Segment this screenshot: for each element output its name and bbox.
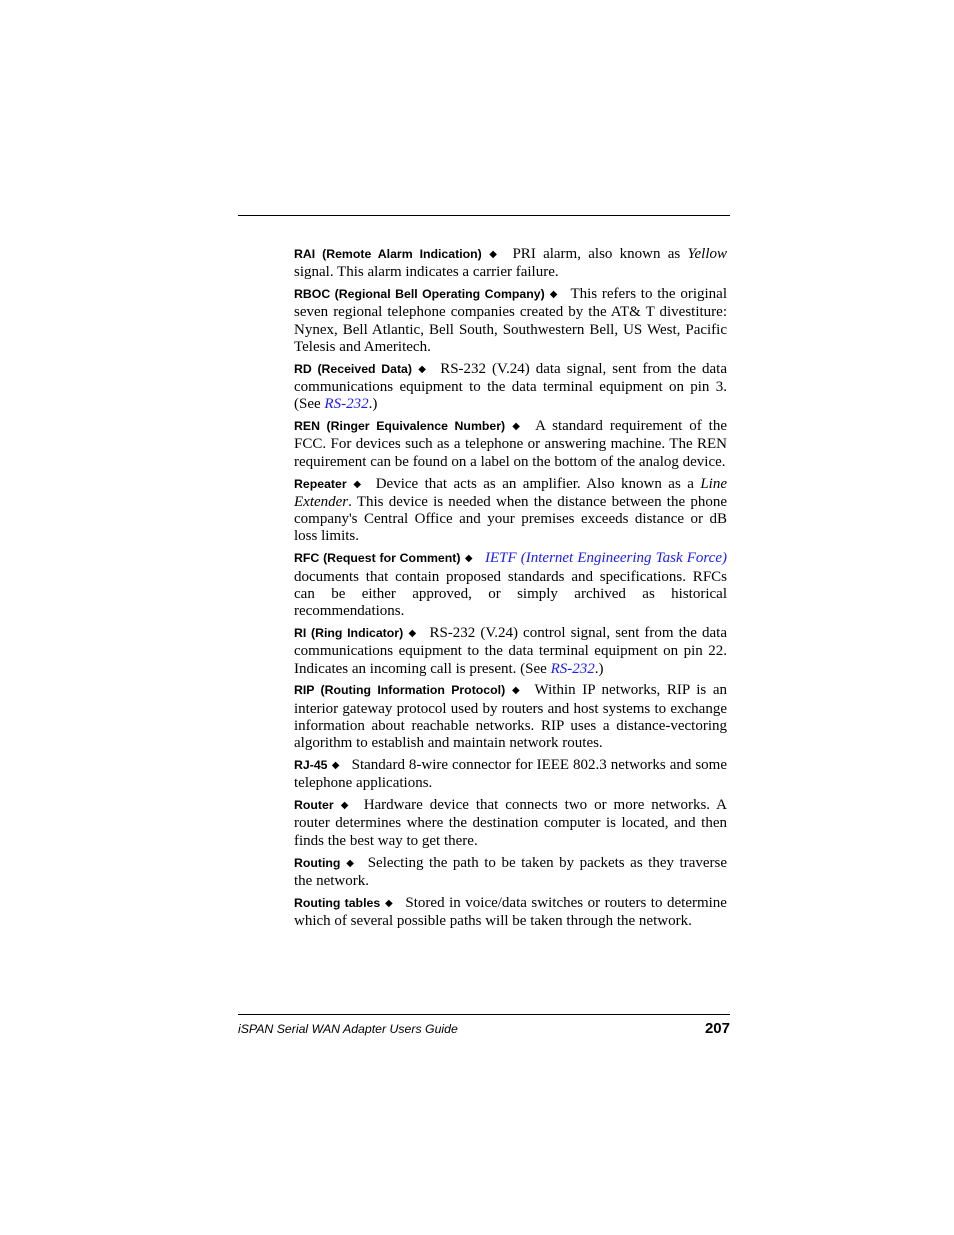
definition: PRI alarm, also known as	[512, 246, 688, 262]
term: Routing	[294, 855, 341, 870]
ietf-link[interactable]: IETF (Internet Engineering Task Force)	[484, 550, 727, 567]
definition: documents that contain proposed standards and specifications. RFCs can be either approved, or simply archived as historical recommendations.	[294, 568, 727, 620]
definition: .)	[368, 396, 378, 413]
definition: RS-232 (V.24) data signal, sent from the data communications equipment to the data terminal equipment on pin 3. (See	[294, 360, 727, 413]
definition: A standard requirement of the FCC. For devices such as a telephone or answering machine. The REN requirement can be found on a label on the bottom of the analog device.	[294, 418, 727, 470]
definition: Within IP networks, RIP is an interior gateway protocol used by routers and host systems to exchange information about reachable networks. RIP uses a distance-vectoring algorithm to establish and maintain network routes.	[294, 682, 728, 752]
footer-rule	[238, 1014, 730, 1015]
definition: .)	[594, 660, 604, 677]
diamond-icon: ◆	[464, 553, 473, 565]
glossary-entry-rai	[294, 246, 727, 282]
glossary-entry-repeater	[294, 476, 727, 546]
term: RFC (Request for Comment)	[294, 551, 461, 566]
diamond-icon: ◆	[350, 478, 364, 490]
emphasis: Line Extender	[294, 475, 727, 510]
glossary-entry-rip	[294, 682, 727, 752]
glossary-entry-ri	[294, 625, 727, 678]
term: RBOC (Regional Bell Operating Company)	[294, 287, 545, 302]
definition: Stored in voice/data switches or routers to determine which of several possible paths will be taken through the network.	[294, 894, 727, 929]
term: RAI (Remote Alarm Indication)	[294, 247, 482, 261]
glossary-entry-rj45	[294, 757, 727, 793]
diamond-icon: ◆	[509, 421, 524, 433]
definition: This refers to the original seven regional telephone companies created by the AT& T divestiture: Nynex, Bell Atlantic, Bell South, Southwestern Bell, US West, Pacific Telesis and Ameritech.	[294, 286, 727, 355]
rs232-link[interactable]: RS-232	[324, 396, 369, 413]
glossary-entry-rboc	[294, 286, 727, 356]
definition: Selecting the path to be taken by packets as they traverse the network.	[294, 854, 727, 889]
diamond-icon: ◆	[331, 760, 340, 772]
diamond-icon: ◆	[344, 857, 356, 869]
term: Router	[294, 798, 334, 813]
header-rule	[238, 215, 730, 216]
diamond-icon: ◆	[337, 800, 352, 812]
term: RD (Received Data)	[294, 361, 412, 376]
definition: RS-232 (V.24) control signal, sent from the data communications equipment to the data terminal equipment on pin 22. Indicates an incoming call is present. (See	[294, 624, 727, 677]
definition: Device that acts as an amplifier. Also known as a	[375, 475, 701, 492]
diamond-icon: ◆	[407, 627, 418, 639]
definition: . This device is needed when the distance between the phone company's Central Office and your premises exceeds distance or dB loss limits.	[294, 493, 727, 545]
glossary-entry-routing	[294, 855, 727, 891]
term: Repeater	[294, 476, 347, 491]
page-number: 207	[704, 1020, 730, 1037]
glossary-entry-rfc	[294, 550, 727, 620]
diamond-icon: ◆	[485, 249, 501, 260]
glossary-entry-rd	[294, 361, 727, 414]
diamond-icon: ◆	[509, 685, 523, 697]
diamond-icon: ◆	[415, 363, 429, 375]
term: RI (Ring Indicator)	[294, 625, 404, 640]
term: REN (Ringer Equivalence Number)	[294, 419, 506, 434]
definition: Hardware device that connects two or more networks. A router determines where the destination computer is located, and then finds the best way to get there.	[294, 797, 727, 849]
glossary-entry-routing-tables	[294, 895, 727, 931]
footer-title: iSPAN Serial WAN Adapter Users Guide	[238, 1022, 458, 1036]
term: RIP (Routing Information Protocol)	[294, 683, 506, 698]
definition: signal. This alarm indicates a carrier failure.	[294, 264, 559, 281]
glossary-content	[294, 246, 727, 935]
term: RJ-45	[294, 758, 328, 773]
term: Routing tables	[294, 895, 381, 910]
diamond-icon: ◆	[384, 897, 394, 909]
diamond-icon: ◆	[548, 289, 559, 301]
emphasis: Yellow	[687, 246, 727, 262]
glossary-entry-router	[294, 797, 727, 850]
glossary-entry-ren	[294, 418, 727, 471]
definition: Standard 8-wire connector for IEEE 802.3 networks and some telephone applications.	[294, 757, 727, 792]
rs232-link[interactable]: RS-232	[550, 660, 595, 677]
